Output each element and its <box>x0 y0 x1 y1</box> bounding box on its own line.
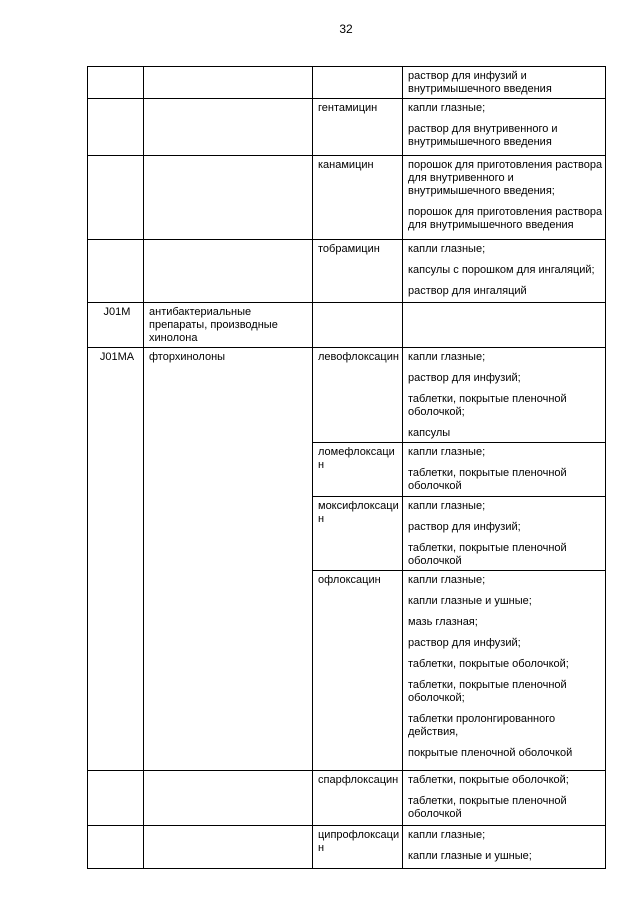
drug-name-cell <box>313 571 403 771</box>
dosage-forms-cell <box>403 771 606 826</box>
dosage-form-paragraph: раствор для инфузий; <box>408 637 521 649</box>
drug-name: моксифлоксацин <box>318 500 399 525</box>
category-name: фторхинолоны <box>149 351 226 363</box>
drug-name: канамицин <box>318 159 374 171</box>
category-name: антибактериальные препараты, производные хинолона <box>149 306 278 344</box>
table-row <box>88 771 606 826</box>
drug-name-cell <box>313 348 403 443</box>
code-cell <box>88 240 144 303</box>
dosage-form-paragraph: таблетки, покрытые пленочной оболочкой; <box>408 393 567 418</box>
drug-name-cell <box>313 303 403 348</box>
table-row <box>88 303 606 348</box>
dosage-form-paragraph: порошок для приготовления раствора для внутривенного и внутримышечного введения; <box>408 159 603 197</box>
dosage-form-paragraph: раствор для инфузий и внутримышечного введения <box>408 70 552 95</box>
table-row <box>88 67 606 99</box>
drug-name: тобрамицин <box>318 243 380 255</box>
table-row <box>88 826 606 869</box>
dosage-form-paragraph: капли глазные и ушные; <box>408 595 532 607</box>
atc-code: J01MA <box>99 351 135 363</box>
dosage-form-paragraph: таблетки, покрытые пленочной оболочкой <box>408 795 567 820</box>
category-cell <box>144 826 313 869</box>
dosage-form-paragraph: таблетки, покрытые пленочной оболочкой <box>408 542 567 567</box>
dosage-form-paragraph: таблетки, покрытые пленочной оболочкой; <box>408 679 567 704</box>
page-number: 32 <box>339 22 353 36</box>
category-cell <box>144 240 313 303</box>
table-row <box>88 240 606 303</box>
dosage-form-paragraph: капли глазные; <box>408 829 486 841</box>
dosage-form-paragraph: таблетки, покрытые оболочкой; <box>408 658 569 670</box>
code-cell <box>88 826 144 869</box>
dosage-form-paragraph: капли глазные; <box>408 351 486 363</box>
dosage-form-paragraph: покрытые пленочной оболочкой <box>408 747 573 759</box>
dosage-forms-cell <box>403 497 606 571</box>
category-cell <box>144 348 313 771</box>
dosage-form-paragraph: капли глазные; <box>408 102 486 114</box>
drug-name: ломефлоксацин <box>318 446 395 471</box>
dosage-forms-cell <box>403 240 606 303</box>
drug-name-cell <box>313 67 403 99</box>
drug-name: гентамицин <box>318 102 378 114</box>
drug-name-cell <box>313 99 403 156</box>
drug-name: левофлоксацин <box>318 351 399 363</box>
dosage-form-paragraph: таблетки, покрытые оболочкой; <box>408 774 569 786</box>
dosage-form-paragraph: капсулы с порошком для ингаляций; <box>408 264 595 276</box>
dosage-form-paragraph: капли глазные; <box>408 574 486 586</box>
dosage-form-paragraph: раствор для внутривенного и внутримышечного введения <box>408 123 558 148</box>
dosage-form-paragraph: капли глазные; <box>408 500 486 512</box>
dosage-forms-cell <box>403 443 606 497</box>
code-cell <box>88 99 144 156</box>
dosage-form-paragraph: раствор для инфузий; <box>408 372 521 384</box>
drug-name-cell <box>313 771 403 826</box>
category-cell <box>144 67 313 99</box>
dosage-form-paragraph: раствор для инфузий; <box>408 521 521 533</box>
category-cell <box>144 99 313 156</box>
drug-name-cell <box>313 156 403 240</box>
dosage-form-paragraph: порошок для приготовления раствора для внутримышечного введения <box>408 206 603 231</box>
drug-name: спарфлоксацин <box>318 774 399 786</box>
dosage-form-paragraph: таблетки, покрытые пленочной оболочкой <box>408 467 567 492</box>
dosage-form-paragraph: капли глазные; <box>408 446 486 458</box>
dosage-form-paragraph: таблетки пролонгированного действия, <box>408 713 556 738</box>
dosage-form-paragraph: капсулы <box>408 427 451 439</box>
drug-name-cell <box>313 497 403 571</box>
atc-code: J01M <box>103 306 131 318</box>
dosage-forms-cell <box>403 826 606 869</box>
code-cell <box>88 771 144 826</box>
drug-name-cell <box>313 240 403 303</box>
dosage-form-paragraph: капли глазные; <box>408 243 486 255</box>
dosage-forms-cell <box>403 156 606 240</box>
table-row <box>88 99 606 156</box>
dosage-forms-cell <box>403 99 606 156</box>
code-cell <box>88 156 144 240</box>
code-cell <box>88 348 144 771</box>
dosage-form-paragraph: мазь глазная; <box>408 616 478 628</box>
dosage-forms-cell <box>403 348 606 443</box>
category-cell <box>144 303 313 348</box>
dosage-forms-cell <box>403 571 606 771</box>
medicines-table <box>87 66 606 869</box>
table-row <box>88 156 606 240</box>
code-cell <box>88 303 144 348</box>
table-row <box>88 348 606 443</box>
code-cell <box>88 67 144 99</box>
drug-name: ципрофлоксацин <box>318 829 400 854</box>
drug-name-cell <box>313 826 403 869</box>
dosage-forms-cell <box>403 67 606 99</box>
dosage-form-paragraph: капли глазные и ушные; <box>408 850 532 862</box>
dosage-form-paragraph: раствор для ингаляций <box>408 285 527 297</box>
drug-name-cell <box>313 443 403 497</box>
category-cell <box>144 156 313 240</box>
category-cell <box>144 771 313 826</box>
drug-name: офлоксацин <box>318 574 381 586</box>
dosage-forms-cell <box>403 303 606 348</box>
